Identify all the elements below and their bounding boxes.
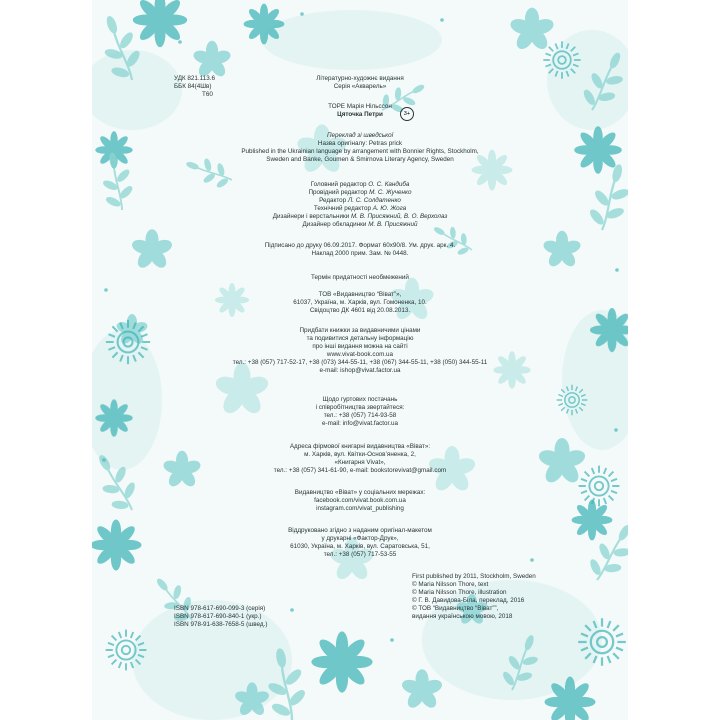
publisher-line: 61037, Україна, м. Харків, вул. Гомоненка, 10. bbox=[293, 299, 427, 307]
editor-name: А. Ю. Жога bbox=[372, 205, 407, 213]
isbn-line: ISBN 978-91-638-7658-5 (швед.) bbox=[174, 621, 268, 629]
store-line: м. Харків, вул. Квітки-Основ’яненка, 2, bbox=[304, 451, 416, 459]
print-spec-line: Підписано до друку 06.09.2017. Формат 60х90/8. Ум. друк. арк. 4. bbox=[264, 242, 456, 249]
classification-codes bbox=[174, 75, 215, 99]
isbn-block bbox=[174, 605, 267, 629]
editor-name: О. С. Кандиба bbox=[368, 181, 410, 188]
wholesale-line: і співробітництва звертайтеся: bbox=[315, 404, 405, 412]
printer-line: Віддруковано згідно з наданим оригінал-макетом bbox=[288, 527, 432, 534]
udk-code: УДК 821.113.6 bbox=[174, 75, 215, 82]
editors-block bbox=[160, 181, 560, 230]
wholesale-line: Щодо гуртових постачань bbox=[322, 396, 398, 403]
publisher-block bbox=[160, 291, 560, 315]
series-name: Серія «Акварель» bbox=[333, 83, 387, 91]
buy-info-line: про інші видання можна на сайті bbox=[312, 343, 408, 351]
author-code: Т60 bbox=[202, 91, 213, 99]
social-line: instagram.com/vivat_publishing bbox=[316, 505, 404, 513]
author-name: ТОРЕ Марія Нільссон bbox=[328, 103, 392, 110]
buy-info-line: та подивитися детальну інформацію bbox=[306, 335, 414, 343]
isbn-line: ISBN 978-617-690-840-1 (укр.) bbox=[174, 613, 262, 621]
editor-line bbox=[160, 189, 560, 197]
editor-role: Редактор bbox=[319, 197, 347, 205]
buy-info-line: Придбати книжки за видавничими цінами bbox=[299, 327, 421, 334]
book-title: Цяточка Петри bbox=[337, 111, 383, 119]
buy-info-block bbox=[120, 327, 600, 376]
shelf-life bbox=[160, 274, 560, 282]
social-block bbox=[160, 489, 560, 513]
editor-role: Дизайнер обкладинки bbox=[302, 221, 367, 229]
copyright-line: First published by 2011, Stockholm, Sweden bbox=[412, 573, 536, 580]
original-title: Назва оригіналу: Petras prick bbox=[317, 140, 403, 148]
edition-type: Літературно-художнє видання bbox=[316, 75, 404, 82]
editor-line bbox=[160, 221, 560, 229]
series-block bbox=[260, 75, 460, 91]
printer-line: тел.: +38 (057) 717-53-55 bbox=[323, 551, 397, 559]
printer-line: у друкарні «Фактор-Друк», bbox=[321, 535, 399, 543]
store-line: тел.: +38 (057) 341-61-90, e-mail: bookstorevivat@gmail.com bbox=[273, 467, 447, 475]
translation-block bbox=[140, 132, 580, 164]
editor-line bbox=[160, 181, 560, 189]
social-line: Видавництво «Віват» у соціальних мережах: bbox=[294, 489, 426, 496]
store-line: Адреса фірмової книгарні видавництва «Віват»: bbox=[289, 443, 431, 450]
editor-name: М. В. Присяжний bbox=[368, 221, 418, 229]
social-line: facebook.com/vivat.book.com.ua bbox=[314, 497, 406, 505]
rights-line: Published in the Ukrainian language by arrangement with Bonnier Rights, Stockholm, bbox=[241, 148, 479, 156]
wholesale-block bbox=[160, 396, 560, 428]
wholesale-line: тел.: +38 (057) 714-93-58 bbox=[323, 412, 397, 420]
colophon-page bbox=[92, 0, 628, 720]
store-line: «Книгарня Vivat», bbox=[334, 459, 386, 467]
email-line: e-mail: ishop@vivat.factor.ua bbox=[319, 367, 401, 375]
printer-block bbox=[160, 527, 560, 559]
editor-role: Головний редактор bbox=[310, 181, 367, 188]
publisher-line: Свідоцтво ДК 4601 від 20.08.2013. bbox=[309, 307, 411, 315]
editor-role: Технічний редактор bbox=[313, 205, 371, 213]
printer-line: 61030, Україна, м. Харків, вул. Саратовська, 51, bbox=[290, 543, 430, 551]
translated-from: Переклад зі шведської bbox=[326, 132, 394, 139]
editor-name: М. С. Жученко bbox=[369, 189, 412, 197]
copyright-line: © Г. В. Давидова-Біла, переклад, 2016 bbox=[412, 597, 525, 605]
copyright-line: © ТОВ “Видавництво “Віват””, bbox=[412, 605, 499, 613]
editor-role: Дизайнери і верстальники bbox=[272, 213, 350, 221]
copyright-line: видання українською мовою, 2018 bbox=[412, 613, 513, 621]
editor-name: Л. С. Солдатенко bbox=[347, 197, 401, 205]
bbk-code: ББК 84(4Шв) bbox=[174, 83, 212, 91]
rights-line: Sweden and Banke, Goumen & Smirnova Literary Agency, Sweden bbox=[266, 156, 454, 164]
copyright-line: © Maria Nilsson Thore, text bbox=[412, 581, 489, 589]
copyright-block bbox=[412, 573, 536, 622]
isbn-line: ISBN 978-617-690-099-3 (серія) bbox=[174, 605, 266, 612]
age-rating-badge-icon: 3+ bbox=[400, 107, 414, 121]
phone-line: тел.: +38 (057) 717-52-17, +38 (073) 344-55-11, +38 (067) 344-55-11, +38 (050) 344-55-11 bbox=[232, 359, 488, 367]
title-block bbox=[260, 103, 460, 119]
print-specs bbox=[160, 242, 560, 258]
editor-role: Провідний редактор bbox=[308, 189, 368, 197]
wholesale-line: e-mail: info@vivat.factor.ua bbox=[321, 420, 399, 428]
website-link: www.vivat-book.com.ua bbox=[326, 351, 394, 359]
print-spec-line: Наклад 2000 прим. Зам. № 0448. bbox=[311, 250, 409, 258]
shelf-life-text: Термін придатності необмежений bbox=[311, 274, 409, 281]
editor-name: М. В. Присяжний, В. О. Верхолаз bbox=[351, 213, 448, 221]
store-block bbox=[160, 443, 560, 475]
copyright-line: © Maria Nilsson Thore, illustration bbox=[412, 589, 507, 597]
publisher-line: ТОВ «Видавництво “Віват”», bbox=[318, 291, 402, 298]
